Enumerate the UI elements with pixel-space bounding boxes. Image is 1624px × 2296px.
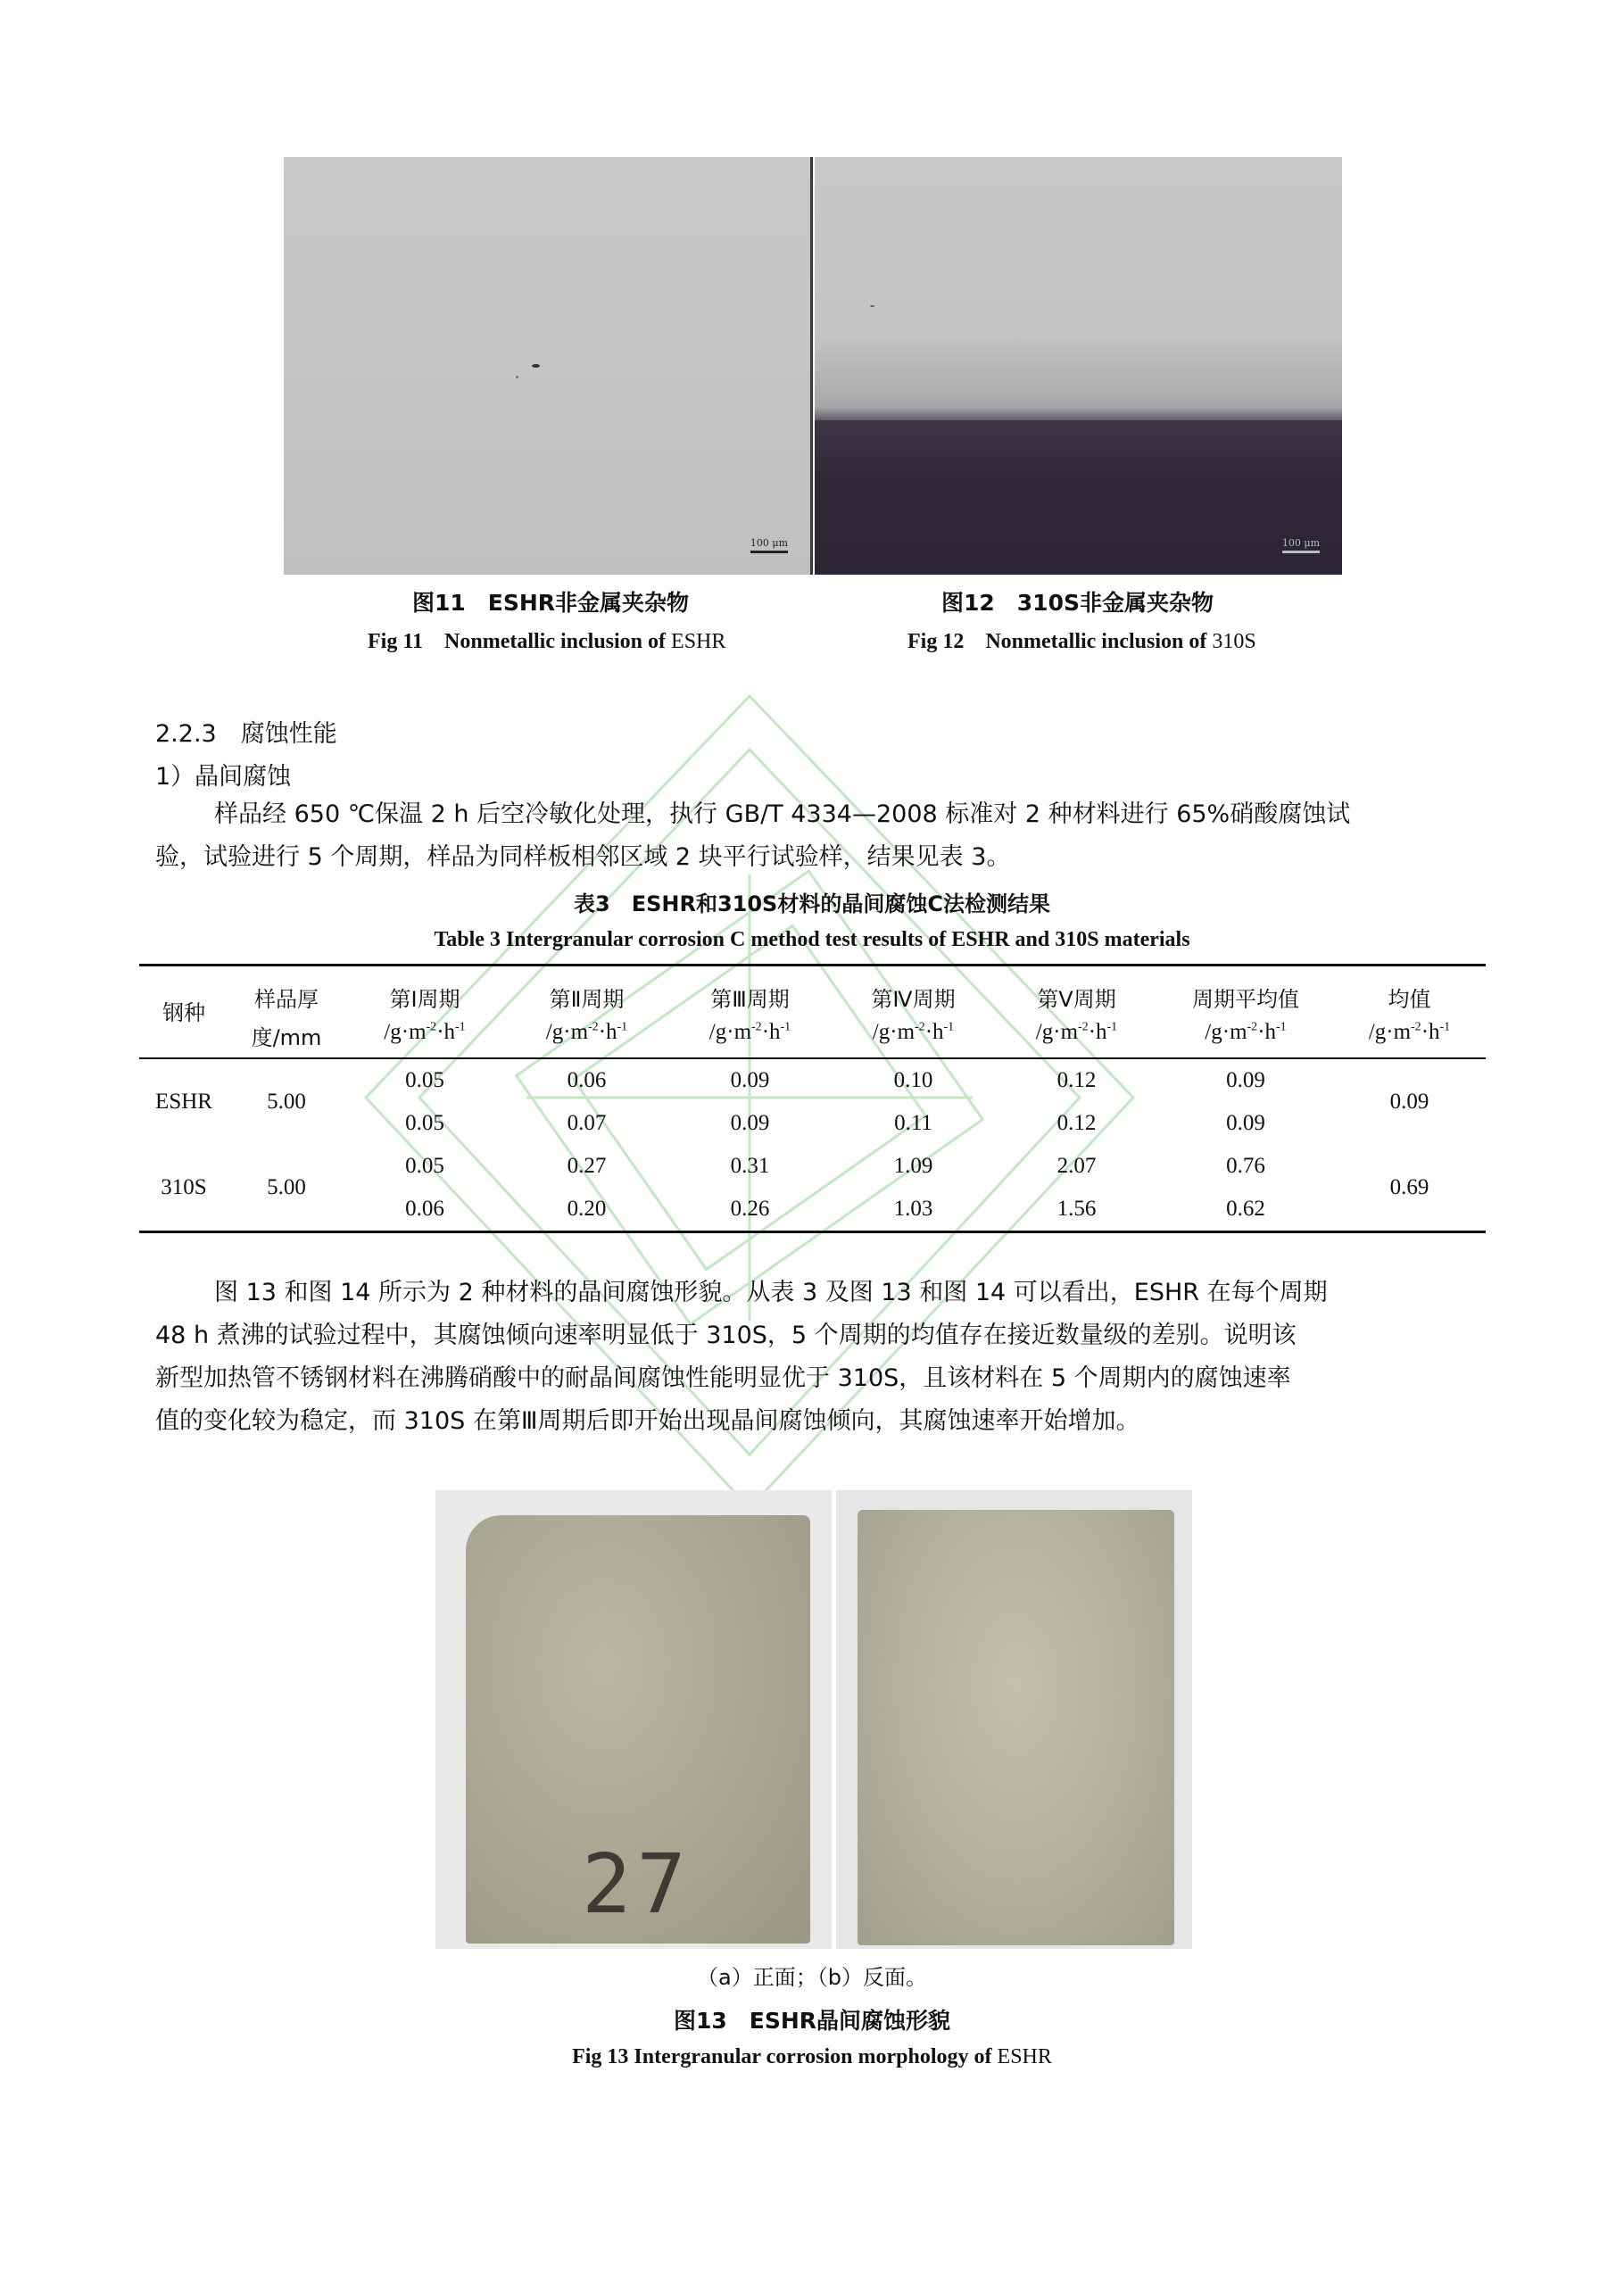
col-header-steel: 钢种 [139, 966, 228, 1059]
table3 [139, 964, 1486, 1233]
cell-value: 0.09 [1226, 1111, 1265, 1135]
cell-value: 0.27 [567, 1154, 607, 1178]
subsection-heading: 1）晶间腐蚀 [155, 763, 292, 791]
fig12-micrograph [815, 157, 1342, 575]
cell-value: 0.12 [1056, 1068, 1097, 1092]
fig13-caption-en: Fig 13 Intergranular corrosion morphology of ESHR [572, 2045, 1052, 2068]
unit-label: $/g\cdot m^{-2}\cdot h^{-1}$ [1158, 1016, 1333, 1058]
section-heading: 2.2.3 腐蚀性能 [155, 720, 337, 748]
cell-thickness: 5.00 [267, 1090, 306, 1114]
fig11-caption-en: Fig 11 Nonmetallic inclusion of ESHR [368, 630, 726, 653]
cell-value: 0.76 [1226, 1154, 1265, 1178]
cell-value: 0.05 [405, 1154, 444, 1178]
col-header-period-5: 第Ⅴ周期 [995, 966, 1158, 1017]
unit-label: $/g\cdot m^{-2}\cdot h^{-1}$ [832, 1016, 995, 1058]
col-header-thickness-1: 样品厚 [228, 966, 344, 1017]
table3-body [139, 1058, 1486, 1232]
cell-steel: ESHR [155, 1090, 212, 1114]
col-header-period-3: 第Ⅲ周期 [668, 966, 832, 1017]
paragraph-2-line-2: 48 h 煮沸的试验过程中，其腐蚀倾向速率明显低于 310S，5 个周期的均值存在接近数量级的差别。说明该 [155, 1322, 1297, 1349]
cell-value: 1.56 [995, 1188, 1158, 1232]
sample-stamp-number: 27 [582, 1836, 692, 1932]
fig12-scale-bar: 100 μm [1282, 537, 1320, 553]
col-header-period-4: 第Ⅳ周期 [832, 966, 995, 1017]
cell-value: 0.11 [894, 1111, 932, 1135]
cell-value: 0.62 [1158, 1188, 1333, 1232]
cell-value: 0.12 [1056, 1111, 1097, 1135]
col-header-mean: 均值 [1333, 966, 1486, 1017]
cell-value: 0.07 [567, 1111, 607, 1135]
cell-value: 0.09 [1226, 1068, 1265, 1092]
cell-value: 0.26 [668, 1188, 832, 1232]
fig12-caption-cn: 图12 310S非金属夹杂物 [941, 590, 1214, 616]
col-header-period-average: 周期平均值 [1158, 966, 1333, 1017]
cell-mean: 0.69 [1333, 1145, 1486, 1232]
fig11-micrograph [284, 157, 813, 575]
paragraph-1-line-1: 样品经 650 ℃保温 2 h 后空冷敏化处理，执行 GB/T 4334—2008 标准对 2 种材料进行 65%硝酸腐蚀试 [214, 800, 1351, 828]
col-header-period-1: 第Ⅰ周期 [344, 966, 505, 1017]
cell-value: 2.07 [1056, 1154, 1097, 1178]
fig11-scale-bar: 100 μm [750, 537, 788, 553]
col-header-period-2: 第Ⅱ周期 [505, 966, 668, 1017]
cell-value: 0.06 [344, 1188, 505, 1232]
fig13-caption-cn: 图13 ESHR晶间腐蚀形貌 [673, 2008, 951, 2034]
unit-label: $/g\cdot m^{-2}\cdot h^{-1}$ [505, 1016, 668, 1058]
table3-caption-en: Table 3 Intergranular corrosion C method test results of ESHR and 310S materials [434, 928, 1190, 951]
cell-value: 0.06 [567, 1068, 607, 1092]
cell-mean: 0.09 [1389, 1090, 1429, 1114]
cell-steel: 310S [139, 1145, 228, 1232]
col-header-thickness-2: 度/mm [228, 1016, 344, 1058]
cell-value: 0.09 [730, 1111, 770, 1135]
table3-caption-cn: 表3 ESHR和310S材料的晶间腐蚀C法检测结果 [574, 891, 1050, 916]
cell-value: 0.31 [730, 1154, 770, 1178]
cell-value: 0.05 [405, 1068, 444, 1092]
cell-value: 0.10 [893, 1068, 933, 1092]
paragraph-1-line-2: 验，试验进行 5 个周期，样品为同样板相邻区域 2 块平行试验样，结果见表 3。 [155, 843, 1011, 871]
paragraph-2-line-4: 值的变化较为稳定，而 310S 在第Ⅲ周期后即开始出现晶间腐蚀倾向，其腐蚀速率开始增加。 [155, 1407, 1140, 1435]
table-row [139, 1145, 1486, 1188]
sample-plate-front [466, 1515, 810, 1944]
cell-value: 0.09 [730, 1068, 770, 1092]
unit-label: $/g\cdot m^{-2}\cdot h^{-1}$ [1333, 1016, 1486, 1058]
unit-label: $/g\cdot m^{-2}\cdot h^{-1}$ [344, 1016, 505, 1058]
fig13-photo-front [435, 1490, 832, 1949]
cell-value: 1.03 [832, 1188, 995, 1232]
cell-thickness: 5.00 [228, 1145, 344, 1232]
fig11-caption-cn: 图11 ESHR非金属夹杂物 [412, 590, 690, 616]
cell-value: 0.20 [505, 1188, 668, 1232]
fig13-subcaption: （a）正面；（b）反面。 [697, 1965, 927, 1990]
paragraph-2-line-3: 新型加热管不锈钢材料在沸腾硝酸中的耐晶间腐蚀性能明显优于 310S，且该材料在 5 个周期内的腐蚀速率 [155, 1364, 1291, 1392]
cell-value: 0.05 [405, 1111, 444, 1135]
unit-label: $/g\cdot m^{-2}\cdot h^{-1}$ [995, 1016, 1158, 1058]
paragraph-2-line-1: 图 13 和图 14 所示为 2 种材料的晶间腐蚀形貌。从表 3 及图 13 和图 14 可以看出，ESHR 在每个周期 [214, 1279, 1328, 1306]
table-row [139, 1058, 1486, 1102]
fig13-photo-back [836, 1490, 1192, 1949]
fig12-caption-en: Fig 12 Nonmetallic inclusion of 310S [907, 630, 1256, 653]
unit-label: $/g\cdot m^{-2}\cdot h^{-1}$ [668, 1016, 832, 1058]
cell-value: 1.09 [893, 1154, 933, 1178]
sample-plate-back [858, 1510, 1174, 1945]
